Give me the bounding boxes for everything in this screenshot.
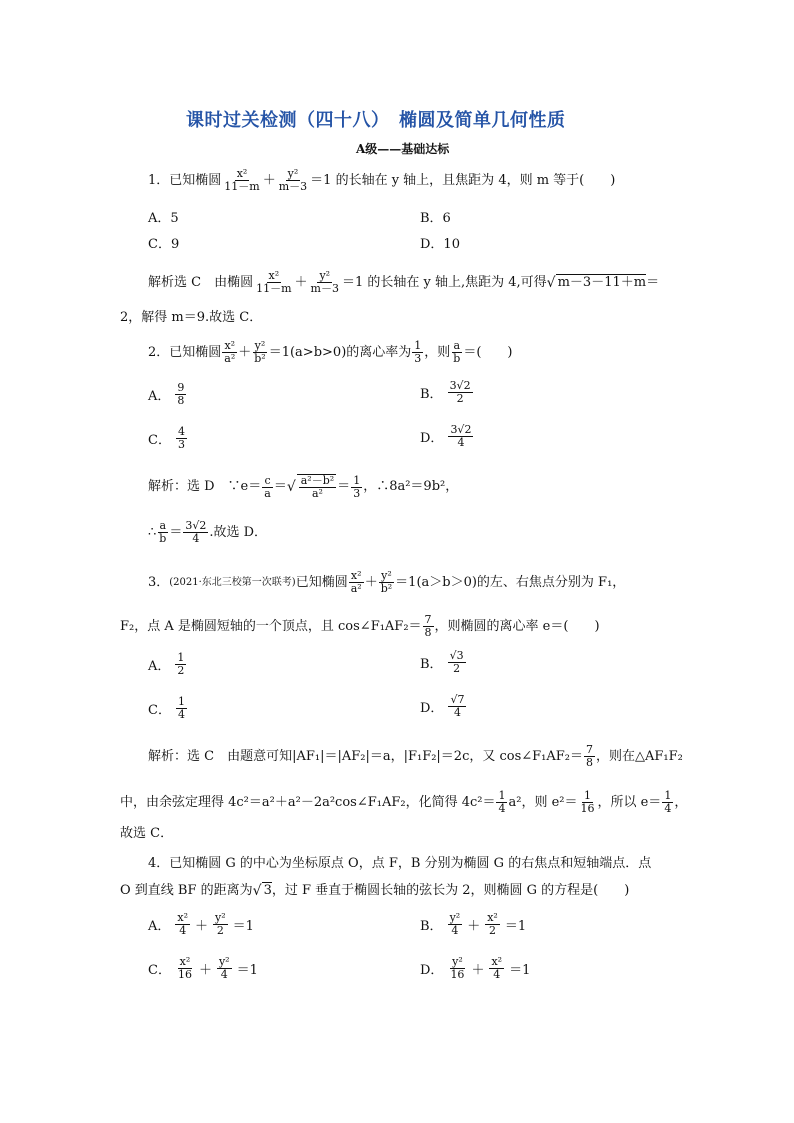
q1-sol-plus: ＋ — [294, 274, 308, 290]
q2-a-den: 8 — [177, 394, 185, 407]
q3-b-num: √3 — [449, 649, 464, 662]
q4-a1d: 4 — [179, 924, 187, 937]
q3-sol-post: ，则在△AF₁F₂ — [596, 748, 683, 764]
q3-c-frac — [176, 696, 187, 721]
q3-solution-line2 — [120, 790, 687, 815]
q1-frac2-den: m－3 — [278, 180, 308, 193]
q3-b-label: B． — [420, 657, 443, 672]
q2-solution — [148, 474, 458, 500]
q2-stem — [148, 340, 512, 365]
q2-sol2-a: a — [159, 519, 167, 532]
q2-c-den: 3 — [177, 438, 185, 451]
q4-a-frac2 — [213, 912, 228, 937]
q3-sol2-e-den: 4 — [664, 802, 672, 815]
q3-c-num: 1 — [177, 695, 185, 708]
q4-d1: y² — [452, 955, 463, 968]
q1-sol-sqrt: m－3－11＋m — [557, 275, 647, 290]
q2-r-den: b — [453, 352, 461, 365]
q4-d2d: 4 — [493, 968, 501, 981]
q4-sqrt3: 3 — [263, 883, 272, 898]
q3-plus: ＋ — [364, 574, 378, 590]
q1-sol-frac2 — [309, 270, 341, 295]
q2-sol-eq2: ＝ — [337, 479, 351, 494]
q1-frac1 — [222, 168, 261, 193]
q1-sol-eq: ＝ — [646, 274, 660, 290]
q4-d-frac1 — [448, 956, 466, 981]
q2-b-num: 3√2 — [449, 379, 471, 392]
q3-a-num: 1 — [177, 651, 185, 664]
q2-sol-sqrt-frac — [297, 474, 336, 500]
q1-solution — [148, 270, 659, 295]
q2-sol-c-den: a — [264, 486, 271, 500]
q3-sol2-frac2 — [578, 790, 596, 815]
q1-stem-post: ＝1 的长轴在 y 轴上，且焦距为 4，则 m 等于( ) — [310, 172, 616, 188]
q3-a-den: 2 — [177, 664, 185, 677]
q3-sol2-q-num: 1 — [498, 789, 506, 802]
q2-sol2-num: 3√2 — [185, 519, 207, 532]
radical-icon: √ — [546, 274, 556, 291]
q2-sol2-b: b — [159, 532, 167, 545]
q3-c-den: 4 — [177, 708, 185, 721]
q2-choice-b — [420, 380, 474, 405]
q4-b-frac1 — [448, 912, 463, 937]
q4-choice-d — [420, 956, 530, 981]
q4-choice-c — [148, 956, 258, 981]
q4-b-eq: ＝1 — [504, 919, 527, 934]
q4-d-eq: ＝1 — [509, 963, 531, 978]
q2-e-den: 3 — [414, 352, 422, 365]
q3-choice-d — [420, 694, 467, 719]
q4-a-eq: ＝1 — [232, 919, 254, 934]
q2-sol2-frac-ab — [157, 520, 168, 545]
q4-d-label: D． — [420, 963, 444, 978]
q3-stem-line2 — [120, 614, 600, 639]
q2-sol-e-num: 1 — [353, 473, 361, 487]
q2-sol-frac-e — [351, 475, 362, 500]
q3-fy-num: y² — [381, 569, 392, 582]
q4-c1d: 16 — [177, 968, 192, 981]
q4-c-eq: ＝1 — [236, 963, 258, 978]
q3-fy-den: b² — [380, 582, 393, 595]
q1-sol-frac1 — [254, 270, 293, 295]
q1-sol-post: ＝1 的长轴在 y 轴上,焦距为 4,可得 — [341, 274, 547, 290]
q4-a-label: A． — [148, 919, 171, 934]
q4-c1: x² — [179, 955, 191, 968]
q4-d-frac2 — [489, 956, 504, 981]
q2-d-den: 4 — [457, 436, 465, 449]
q2-plus: ＋ — [238, 344, 252, 360]
q3-sol2-post: ， — [674, 794, 688, 810]
q2-r-num: a — [453, 339, 461, 352]
q3-sol2-frac1 — [496, 790, 507, 815]
q4-d2: x² — [491, 955, 503, 968]
q4-c2: y² — [218, 955, 230, 968]
q1-frac1-den: 11－m — [224, 180, 260, 193]
q2-a-num: 9 — [177, 381, 185, 394]
q2-e-num: 1 — [414, 339, 422, 352]
q3-sol2-pre: 中，由余弦定理得 4c²＝a²＋a²－2a²cos∠F₁AF₂，化简得 4c²＝ — [120, 794, 496, 810]
q1-solution-line2: 2，解得 m＝9.故选 C． — [120, 310, 263, 325]
q3-d-label: D． — [420, 701, 444, 716]
q2-sol-post: ，∴8a²＝9b²， — [363, 479, 459, 494]
q4-c2d: 4 — [220, 968, 228, 981]
q3-b-den: 2 — [453, 662, 461, 675]
q4-b-plus: ＋ — [467, 919, 481, 934]
q4-b-frac2 — [485, 912, 500, 937]
q1-stem — [148, 168, 615, 193]
q1-frac2-num: y² — [287, 167, 299, 180]
q4-b2d: 2 — [489, 924, 497, 937]
q2-sol-sqrt-den: a² — [311, 487, 323, 500]
q2-c-frac — [176, 426, 187, 451]
q2-choice-d — [420, 424, 474, 449]
q2-frac-x — [222, 340, 237, 365]
q3-sol2-frac3 — [662, 790, 673, 815]
q2-c-num: 4 — [177, 425, 185, 438]
q3-stem-line2-post: ，则椭圆的离心率 e＝( ) — [434, 618, 600, 634]
q2-sol-c-num: c — [264, 473, 271, 487]
q4-d1d: 16 — [450, 968, 465, 981]
q2-frac-e — [412, 340, 423, 365]
q3-sol2-s-den: 16 — [580, 802, 595, 815]
q1-choice-c: C．9 — [148, 237, 180, 252]
q1-choice-b: B．6 — [420, 211, 451, 226]
q3-sol2-e-num: 1 — [664, 789, 672, 802]
q4-a2: y² — [215, 911, 226, 924]
q3-a-frac — [175, 652, 186, 677]
q2-sol-frac-ca — [262, 475, 273, 500]
q4-a2d: 2 — [216, 924, 224, 937]
q2-frac-y — [252, 340, 267, 365]
q3-b-frac — [448, 650, 466, 675]
q1-choice-d: D．10 — [420, 237, 460, 252]
q3-d-frac — [448, 694, 466, 719]
q3-stem-mid: 已知椭圆 — [295, 574, 348, 590]
q2-stem-post: ＝( ) — [463, 344, 513, 360]
q1-stem-pre: 1．已知椭圆 — [148, 172, 222, 188]
q2-stem-pre: 2．已知椭圆 — [148, 344, 222, 360]
q4-stem-line1: 4．已知椭圆 G 的中心为坐标原点 O，点 F，B 分别为椭圆 G 的右焦点和短轴端点．点 — [148, 856, 652, 871]
radical-icon: √ — [286, 479, 296, 495]
q2-sol-e-den: 3 — [353, 486, 361, 500]
q2-sol-sqrt-num: a²－b² — [300, 474, 335, 487]
q2-sol2-den: 4 — [192, 532, 200, 545]
q4-d-plus: ＋ — [471, 963, 485, 978]
q2-f2-num: y² — [254, 339, 266, 352]
q3-choice-c — [148, 696, 188, 721]
q4-a1: x² — [177, 911, 189, 924]
q2-c-label: C． — [148, 433, 171, 448]
q2-a-frac — [175, 382, 186, 407]
q3-sol2-mid: a²，则 e²＝ — [508, 794, 578, 810]
q2-sol2-frac — [183, 520, 208, 545]
q3-fx-num: x² — [350, 569, 362, 582]
q2-d-label: D． — [420, 431, 444, 446]
q2-stem-mid2: ，则 — [424, 344, 451, 360]
q4-stem-line2-post: ，过 F 垂直于椭圆长轴的弦长为 2，则椭圆 G 的方程是( ) — [271, 882, 630, 898]
q2-choice-a — [148, 382, 187, 407]
q1-sol-pre: 解析选 C 由椭圆 — [148, 274, 254, 290]
q3-a-label: A． — [148, 659, 171, 674]
q1-frac2 — [277, 168, 309, 193]
q2-d-num: 3√2 — [450, 423, 472, 436]
q3-d-num: √7 — [450, 693, 465, 706]
q2-f2-den: b² — [254, 352, 266, 365]
q2-f1-num: x² — [224, 339, 236, 352]
q2-sol2-pre: ∴ — [148, 524, 157, 540]
q2-solution-line2 — [148, 520, 267, 545]
q4-b2: x² — [487, 911, 498, 924]
q3-cos-frac — [423, 614, 434, 639]
q2-sol2-post: .故选 D． — [209, 524, 268, 540]
q3-stem-line2-text: F₂，点 A 是椭圆短轴的一个顶点，且 cos∠F₁AF₂＝ — [120, 618, 422, 634]
q3-sol2-s-num: 1 — [583, 789, 591, 802]
q2-a-label: A． — [148, 389, 171, 404]
q4-a-frac1 — [175, 912, 190, 937]
q2-sol2-eq: ＝ — [169, 524, 183, 540]
page-title: 课时过关检测（四十八） 椭圆及简单几何性质 — [186, 110, 566, 131]
q1-choice-a: A．5 — [148, 211, 179, 226]
q2-sol-pre: 解析：选 D ∵e＝ — [148, 479, 262, 494]
q3-choice-b — [420, 650, 467, 675]
q3-cos-num: 7 — [424, 613, 432, 626]
q2-b-frac — [448, 380, 473, 405]
q4-choice-a — [148, 912, 254, 937]
q3-c-label: C． — [148, 703, 171, 718]
q4-c-frac1 — [176, 956, 194, 981]
q1-plus: ＋ — [262, 172, 276, 188]
q3-d-den: 4 — [453, 706, 461, 719]
q3-frac-x — [349, 570, 364, 595]
q1-sol-frac1-num: x² — [268, 269, 280, 282]
q3-sol2-mid2: ，所以 e＝ — [597, 794, 662, 810]
q4-choice-b — [420, 912, 526, 937]
q2-frac-ab — [451, 340, 462, 365]
q1-sol-frac2-den: m－3 — [310, 282, 339, 295]
q3-solution — [148, 744, 683, 769]
q2-sol-eq1: ＝ — [273, 479, 287, 494]
level-heading: A级——基础达标 — [356, 142, 450, 156]
q3-choice-a — [148, 652, 187, 677]
q1-frac1-num: x² — [236, 167, 248, 180]
q3-sol-den: 8 — [586, 756, 594, 769]
q3-stem — [148, 570, 625, 595]
q4-b1d: 4 — [451, 924, 459, 937]
q3-cos-den: 8 — [424, 626, 432, 639]
q3-sol-num: 7 — [586, 743, 594, 756]
q2-f1-den: a² — [224, 352, 236, 365]
q4-c-plus: ＋ — [198, 963, 212, 978]
q4-b-label: B． — [420, 919, 443, 934]
q3-solution-line3: 故选 C． — [120, 826, 174, 841]
q3-sol2-q-den: 4 — [498, 802, 506, 815]
q4-b1: y² — [449, 911, 461, 924]
q4-c-label: C． — [148, 963, 171, 978]
q3-frac-y — [379, 570, 394, 595]
q4-a-plus: ＋ — [195, 919, 209, 934]
q4-stem-line2 — [120, 882, 629, 899]
q4-c-frac2 — [217, 956, 232, 981]
q3-stem-mid2: ＝1(a＞b＞0)的左、右焦点分别为 F₁， — [395, 574, 626, 590]
radical-icon: √ — [252, 882, 262, 899]
q2-choice-c — [148, 426, 188, 451]
q2-d-frac — [448, 424, 473, 449]
q3-sol-frac — [584, 744, 595, 769]
q2-b-den: 2 — [456, 392, 464, 405]
q3-source: (2021·东北三校第一次联考) — [169, 576, 296, 588]
q3-stem-pre: 3． — [148, 574, 170, 590]
q1-sol-frac1-den: 11－m — [256, 282, 292, 295]
q2-stem-mid: ＝1(a>b>0)的离心率为 — [268, 344, 412, 360]
q1-sol-frac2-num: y² — [319, 269, 331, 282]
q2-b-label: B． — [420, 387, 443, 402]
q3-sol-pre: 解析：选 C 由题意可知|AF₁|＝|AF₂|＝a，|F₁F₂|＝2c，又 cos∠F₁AF₂＝ — [148, 748, 584, 764]
q4-stem-line2-pre: O 到直线 BF 的距离为 — [120, 882, 253, 898]
q3-fx-den: a² — [350, 582, 362, 595]
